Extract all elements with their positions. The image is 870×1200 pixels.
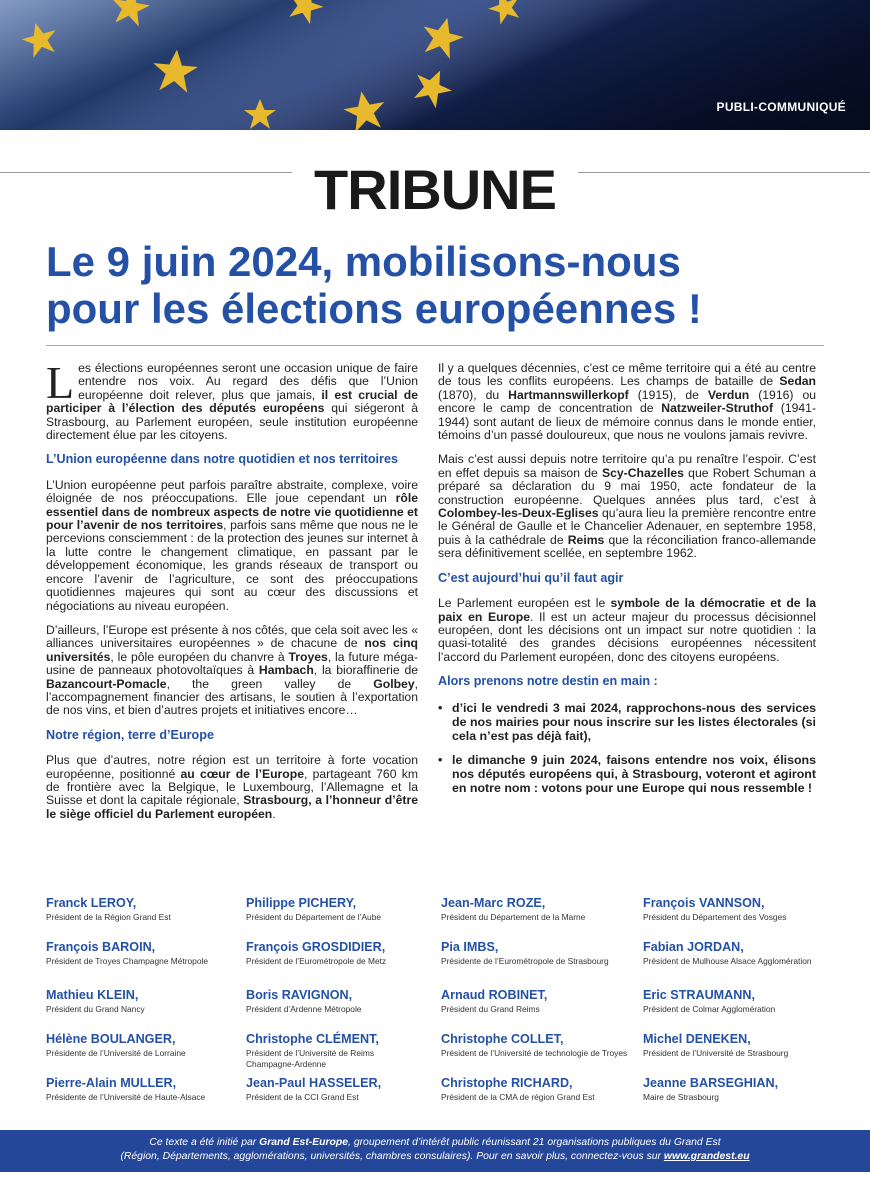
- tribune-kicker: [0, 160, 870, 220]
- footer-banner: [0, 1130, 870, 1172]
- page-title: [46, 238, 836, 332]
- headline-line: pour les élections européennes !: [46, 285, 702, 332]
- paragraph: Il y a quelques décennies, c’est ce même territoire qui a été au centre de tous les conflits européens. Les champs de bataille de Sedan (1870), du Hartmannswillerkopf (1915), de Verdun (1916) ou encore le camp de concentration de Natzweiler-Struthof (1941-1944) sont autant de lieux de mémoire connus dans le monde entier, témoins d’un passé douloureux, que nous ne voulons jamais revivre.: [438, 361, 817, 443]
- signatory: Hélène BOULANGER, Présidente de l’Université de Lorraine: [46, 1032, 186, 1058]
- website-link[interactable]: www.grandest.eu: [663, 1151, 750, 1162]
- signatory: Jean-Paul HASSELER, Président de la CCI Grand Est: [246, 1076, 382, 1102]
- paragraph: Plus que d’autres, notre région est un territoire à forte vocation européenne, positionné au cœur de l’Europe, partageant 760 km de frontière avec la Belgique, le Luxembourg, l’Allemagne et la Suisse et dont la capitale régionale, Strasbourg, a l’honneur d’être le siège officiel du Parlement européen.: [46, 753, 418, 821]
- signatory: François GROSDIDIER, Président de l’Eurométropole de Metz: [246, 940, 387, 966]
- paragraph: Mais c’est aussi depuis notre territoire qu’a pu renaître l’espoir. C’est en effet depuis sa maison de Scy-Chazelles que Robert Schuman a préparé sa déclaration du 9 mai 1950, acte fondateur de la construction européenne. Quelques années plus tard, c’est à Colombey-les-Deux-Eglises qu’aura lieu la première rencontre entre le Général de Gaulle et le Chancelier Adenauer, en septembre 1958, puis à la cathédrale de Reims que la réconciliation franco-allemande sera définitivement scellée, en septembre 1962.: [438, 452, 816, 561]
- signatory: François VANNSON, Président du Département des Vosges: [643, 896, 787, 922]
- paragraph: D’ailleurs, l’Europe est présente à nos côtés, que cela soit avec les « alliances universitaires européennes » de chacune de nos cinq universités, le pôle européen du chanvre à Troyes, la future méga-usine de panneaux photovoltaïques à Hambach, la bioraffinerie de Bazancourt-Pomacle, the green valley de Golbey, l’accompagnement financier des artisans, le soutien à l’exportation de nos vins, et bien d’autres projets et initiatives encore…: [46, 622, 418, 718]
- signatory: Christophe COLLET, Président de l’Université de technologie de Troyes: [441, 1032, 628, 1058]
- footer-line: Ce texte a été initié par Grand Est-Europe, groupement d’intérêt public réunissant 21 organisations publiques du Grand Est: [149, 1137, 721, 1148]
- signatory: Mathieu KLEIN, Président du Grand Nancy: [46, 988, 145, 1014]
- article-column-right: [438, 362, 816, 805]
- kicker-title: TRIBUNE: [314, 158, 556, 221]
- signatory: Jeanne BARSEGHIAN, Maire de Strasbourg: [643, 1076, 779, 1102]
- section-heading: C’est aujourd’hui qu’il faut agir: [438, 570, 624, 585]
- signatory: Pia IMBS, Présidente de l’Eurométropole de Strasbourg: [441, 940, 609, 966]
- signatory: Fabian JORDAN, Président de Mulhouse Alsace Agglomération: [643, 940, 812, 966]
- signatory: Michel DENEKEN, Président de l’Université de Strasbourg: [643, 1032, 789, 1058]
- signatory: Jean-Marc ROZE, Président du Département de la Marne: [441, 896, 586, 922]
- publi-communique-label: PUBLI-COMMUNIQUÉ: [716, 100, 846, 114]
- intro-paragraph: Les élections européennes seront une occasion unique de faire entendre nos voix. Au regard des défis que l’Union européenne doit relever, plus que jamais, il est crucial de participer à l’élection des députés européens qui siégeront à Strasbourg, au Parlement européen, seule institution européenne directement élue par les citoyens.: [46, 357, 418, 443]
- signatory: Franck LEROY, Président de la Région Grand Est: [46, 896, 171, 922]
- section-heading: Alors prenons notre destin en main :: [438, 674, 658, 689]
- paragraph: L’Union européenne peut parfois paraître abstraite, complexe, voire éloignée de nos préoccupations. Elle joue cependant un rôle essentiel dans de nombreux aspects de notre vie quotidienne et pour l’avenir de nos territoires, parfois sans même que nous ne le percevions consciemment : de la protection des jeunes sur internet à la lutte contre le changement climatique, en passant par le développement économique, les grands réseaux de transport ou encore l’avenir de l’agriculture, ce sont des préoccupations quotidiennes majeures qui sont au cœur des discussions et négociations au niveau européen.: [46, 477, 419, 613]
- dropcap: L: [46, 357, 75, 408]
- eu-flag-banner: [0, 0, 870, 130]
- list-item: • le dimanche 9 juin 2024, faisons entendre nos voix, élisons nos députés européens qui, à Strasbourg, voteront et agiront en notre nom : votons pour une Europe qui nous ressemble !: [452, 753, 816, 795]
- footer-line: (Région, Départements, agglomérations, universités, chambres consulaires). Pour en savoir plus, connectez-vous sur www.grandest.eu: [120, 1151, 750, 1162]
- paragraph: Le Parlement européen est le symbole de la démocratie et de la paix en Europe. Il est un acteur majeur du processus décisionnel européen, dont les décisions ont un impact sur notre quotidien : la quasi-totalité des grandes décisions européennes nécessitent l’accord du Parlement européen, donc des citoyens européens.: [438, 596, 816, 664]
- divider: [46, 345, 824, 346]
- signatory: Philippe PICHERY, Président du Département de l’Aube: [246, 896, 382, 922]
- call-to-action-list: [438, 701, 816, 795]
- article-column-left: [46, 357, 419, 832]
- signatory: Eric STRAUMANN, Président de Colmar Agglomération: [643, 988, 776, 1014]
- signatory: Arnaud ROBINET, Président du Grand Reims: [441, 988, 548, 1014]
- org-name: Grand Est-Europe: [259, 1137, 349, 1148]
- signatory: Boris RAVIGNON, Président d’Ardenne Métropole: [246, 988, 362, 1014]
- signatory: Pierre-Alain MULLER, Présidente de l’Université de Haute-Alsace: [46, 1076, 206, 1102]
- section-heading: Notre région, terre d’Europe: [46, 727, 214, 742]
- signatory: François BAROIN, Président de Troyes Champagne Métropole: [46, 940, 209, 966]
- list-item: • d’ici le vendredi 3 mai 2024, rapprochons-nous des services de nos mairies pour nous inscrire sur les listes électorales (si cela n’est pas déjà fait),: [452, 701, 816, 743]
- signatory: Christophe CLÉMENT, Président de l’Université de Reims Champagne-Ardenne: [246, 1032, 379, 1069]
- signatory: Christophe RICHARD, Président de la CMA de région Grand Est: [441, 1076, 595, 1102]
- headline-line: Le 9 juin 2024, mobilisons-nous: [46, 238, 681, 285]
- section-heading: L’Union européenne dans notre quotidien et nos territoires: [46, 452, 398, 467]
